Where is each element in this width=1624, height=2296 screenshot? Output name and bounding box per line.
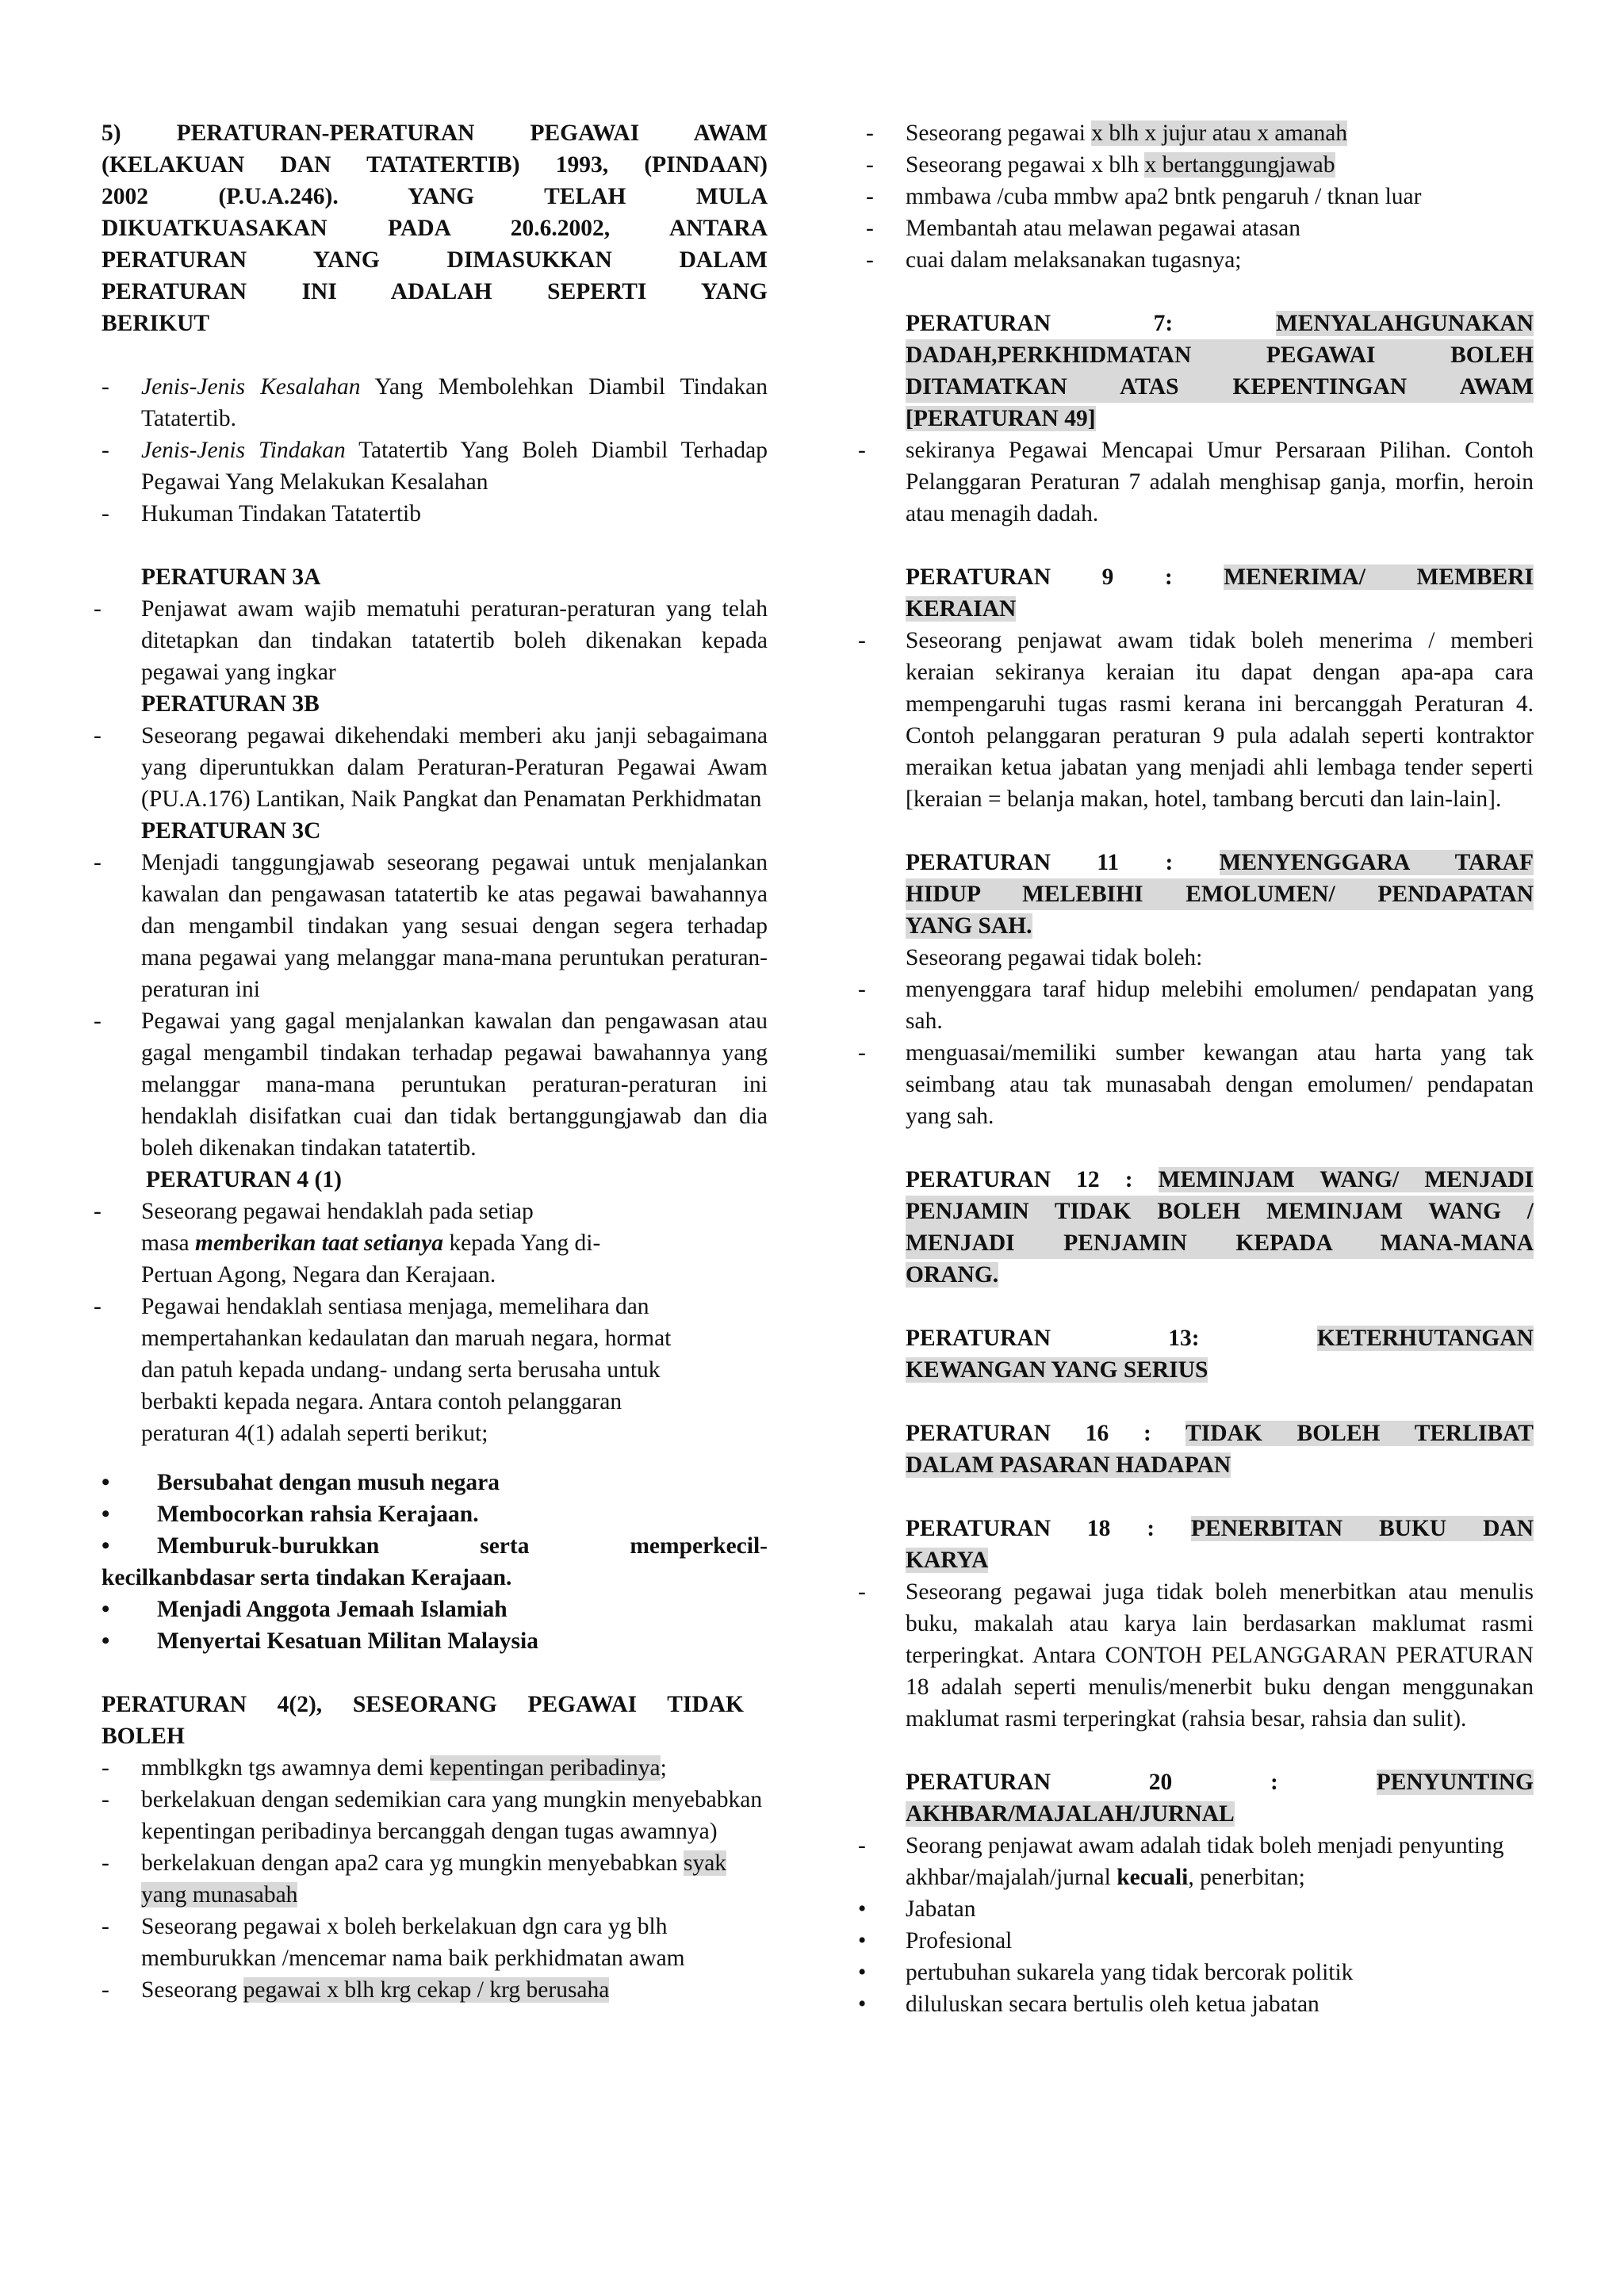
section-title-9: PERATURAN 9 : MENERIMA/ MEMBERI KERAIAN (906, 564, 1534, 622)
highlighted-text: x blh x jujur atau x amanah (1091, 121, 1348, 146)
bullet-item: • Bersubahat dengan musuh negara (102, 1470, 500, 1495)
list-item: - Seseorang pegawai juga tidak boleh menerbitkan atau menulis buku, makalah atau karya lain berdasarkan maklumat rasmi terperingkat. Antara CONTOH PELANGGARAN PERATURAN 18 adalah seperti menulis/menerbit buku dengan menggunakan maklumat rasmi terperingkat (rahsia besar, rahsia dan sulit). (858, 1579, 1534, 1732)
right-column (858, 117, 1534, 2020)
intro-line: PERATURAN YANG DIMASUKKAN DALAM (102, 247, 768, 273)
bullet-item: • Menyertai Kesatuan Militan Malaysia (102, 1628, 538, 1654)
intro-line: 5) PERATURAN-PERATURAN PEGAWAI AWAM (102, 121, 768, 146)
highlighted-text: syak yang munasabah (141, 1850, 727, 1908)
intro-line: PERATURAN INI ADALAH SEPERTI YANG (102, 279, 768, 304)
list-item: - Menjadi tanggungjawab seseorang pegawai untuk menjalankan kawalan dan pengawasan tatatertib ke atas pegawai bawahannya dan mengambil tindakan yang sesuai dengan segera terhadap mana pegawai yang melanggar mana-mana peruntukan peraturan-peraturan ini (94, 850, 768, 1002)
section-title-12: PERATURAN 12 : MEMINJAM WANG/ MENJADI PENJAMIN TIDAK BOLEH MEMINJAM WANG / MENJADI PENJAMIN KEPADA MANA-MANA ORANG. (906, 1167, 1534, 1288)
section-title-13: PERATURAN 13: KETERHUTANGAN KEWANGAN YANG SERIUS (906, 1326, 1534, 1383)
section-title-4-1: PERATURAN 4 (1) (146, 1167, 342, 1192)
highlighted-text: kepentingan peribadinya (429, 1755, 661, 1781)
list-item: - Seseorang pegawai x blh x bertanggungjawab (866, 152, 1335, 178)
list-item: - Seseorang pegawai dikehendaki memberi aku janji sebagaimana yang diperuntukkan dalam Peraturan-Peraturan Pegawai Awam (PU.A.176) Lantikan, Naik Pangkat dan Penamatan Perkhidmatan (94, 723, 768, 812)
section-title-16: PERATURAN 16 : TIDAK BOLEH TERLIBAT DALAM PASARAN HADAPAN (906, 1421, 1534, 1478)
bullet-list (102, 1467, 768, 1657)
list-item: - berkelakuan dengan apa2 cara yg mungkin menyebabkan syak yang munasabah (102, 1850, 727, 1908)
list-item: - Pegawai yang gagal menjalankan kawalan dan pengawasan atau gagal mengambil tindakan terhadap pegawai bawahannya yang melanggar mana-mana peruntukan peraturan-peraturan ini hendaklah disifatkan cuai dan tidak bertanggungjawab dan dia boleh dikenakan tindakan tatatertib. (94, 1008, 768, 1161)
bullet-item: • pertubuhan sukarela yang tidak bercorak politik (858, 1960, 1354, 1985)
highlighted-text: x bertanggungjawab (1144, 152, 1335, 178)
list-item: - berkelakuan dengan sedemikian cara yang mungkin menyebabkan kepentingan peribadinya bercanggah dengan tugas awamnya) (102, 1787, 763, 1844)
list-item: - mmbawa /cuba mmbw apa2 bntk pengaruh / tknan luar (866, 184, 1422, 209)
intro-line: (KELAKUAN DAN TATATERTIB) 1993, (PINDAAN) (102, 152, 768, 178)
bullet-item: • Membocorkan rahsia Kerajaan. (102, 1502, 479, 1527)
bullet-item-continuation: kecilkanbdasar serta tindakan Kerajaan. (102, 1565, 512, 1590)
left-column (94, 117, 768, 2006)
bullet-item: • Jabatan (858, 1896, 976, 1922)
list-item: - Seorang penjawat awam adalah tidak boleh menjadi penyunting akhbar/majalah/jurnal kecuali, penerbitan; (858, 1833, 1504, 1890)
emphasis-text: memberikan taat setianya (195, 1230, 444, 1256)
list-item: - Seseorang pegawai x blh x jujur atau x amanah (866, 121, 1348, 146)
intro-line: 2002 (P.U.A.246). YANG TELAH MULA (102, 184, 768, 209)
list-item: - mmblkgkn tgs awamnya demi kepentingan peribadinya; (102, 1755, 667, 1781)
italic-term: Jenis-Jenis Tindakan (141, 438, 346, 463)
bullet-item: • Profesional (858, 1928, 1013, 1954)
list-item: - Membantah atau melawan pegawai atasan (866, 216, 1300, 241)
intro-heading (102, 117, 768, 339)
section-title-4-2: PERATURAN 4(2), SESEORANG PEGAWAI TIDAK BOLEH (102, 1692, 744, 1749)
list-item: - Hukuman Tindakan Tatatertib (102, 501, 421, 526)
section-title-20: PERATURAN 20 : PENYUNTING AKHBAR/MAJALAH/JURNAL (906, 1770, 1534, 1827)
list-item: - menyenggara taraf hidup melebihi emolumen/ pendapatan yang sah. (858, 977, 1534, 1034)
list-item: - Seseorang pegawai x boleh berkelakuan dgn cara yg blh memburukkan /mencemar nama baik perkhidmatan awam (102, 1914, 685, 1971)
list-item: - Seseorang pegawai hendaklah pada setiap masa memberikan taat setianya kepada Yang di- Pertuan Agong, Negara dan Kerajaan. (94, 1199, 601, 1288)
section-title-11: PERATURAN 11 : MENYENGGARA TARAF HIDUP MELEBIHI EMOLUMEN/ PENDAPATAN YANG SAH. (906, 850, 1534, 939)
bullet-item: • diluluskan secara bertulis oleh ketua jabatan (858, 1992, 1320, 2017)
list-item: - Penjawat awam wajib mematuhi peraturan-peraturan yang telah ditetapkan dan tindakan tatatertib boleh dikenakan kepada pegawai yang ingkar (94, 596, 768, 685)
bullet-item: • Menjadi Anggota Jemaah Islamiah (102, 1597, 508, 1622)
bullet-item: • Memburuk-burukkan serta memperkecil- (102, 1533, 768, 1559)
italic-term: Jenis-Jenis Kesalahan (141, 374, 361, 400)
intro-line: DIKUATKUASAKAN PADA 20.6.2002, ANTARA (102, 216, 768, 241)
intro-line: BERIKUT (102, 311, 210, 336)
section-title-7: PERATURAN 7: MENYALAHGUNAKAN DADAH,PERKHIDMATAN PEGAWAI BOLEH DITAMATKAN ATAS KEPENTINGAN AWAM [PERATURAN 49] (906, 311, 1534, 431)
paragraph: Seseorang pegawai tidak boleh: (906, 945, 1203, 970)
section-title-18: PERATURAN 18 : PENERBITAN BUKU DAN KARYA (906, 1516, 1534, 1573)
list-item: - Seseorang pegawai x blh krg cekap / krg berusaha (102, 1977, 610, 2003)
section-title-3a: PERATURAN 3A (141, 564, 321, 590)
section-title-3c: PERATURAN 3C (141, 818, 321, 844)
list-item: - Pegawai hendaklah sentiasa menjaga, memelihara dan mempertahankan kedaulatan dan maruah negara, hormat dan patuh kepada undang- undang serta berusaha untuk berbakti kepada negara. Antara contoh pelanggaran peraturan 4(1) adalah seperti berikut; (94, 1294, 672, 1446)
list-item: - Jenis-Jenis Tindakan Tatatertib Yang Boleh Diambil Terhadap Pegawai Yang Melakukan Kesalahan (102, 438, 768, 495)
list-item: - Jenis-Jenis Kesalahan Yang Membolehkan Diambil Tindakan Tatatertib. (102, 374, 768, 431)
list-item: - menguasai/memiliki sumber kewangan atau harta yang tak seimbang atau tak munasabah dengan emolumen/ pendapatan yang sah. (858, 1040, 1534, 1129)
section-title-3b: PERATURAN 3B (141, 691, 320, 717)
list-item: - cuai dalam melaksanakan tugasnya; (866, 247, 1242, 273)
list-item: - Seseorang penjawat awam tidak boleh menerima / memberi keraian sekiranya keraian itu dapat dengan apa-apa cara mempengaruhi tugas rasmi kerana ini bercanggah Peraturan 4. Contoh pelanggaran peraturan 9 pula adalah seperti kontraktor meraikan ketua jabatan yang menjadi ahli lembaga tender seperti [keraian = belanja makan, hotel, tambang bercuti dan lain-lain]. (858, 628, 1534, 812)
list-item: - sekiranya Pegawai Mencapai Umur Persaraan Pilihan. Contoh Pelanggaran Peraturan 7 adalah menghisap ganja, morfin, heroin atau menagih dadah. (858, 438, 1534, 526)
highlighted-text: pegawai x blh krg cekap / krg berusaha (243, 1977, 610, 2003)
